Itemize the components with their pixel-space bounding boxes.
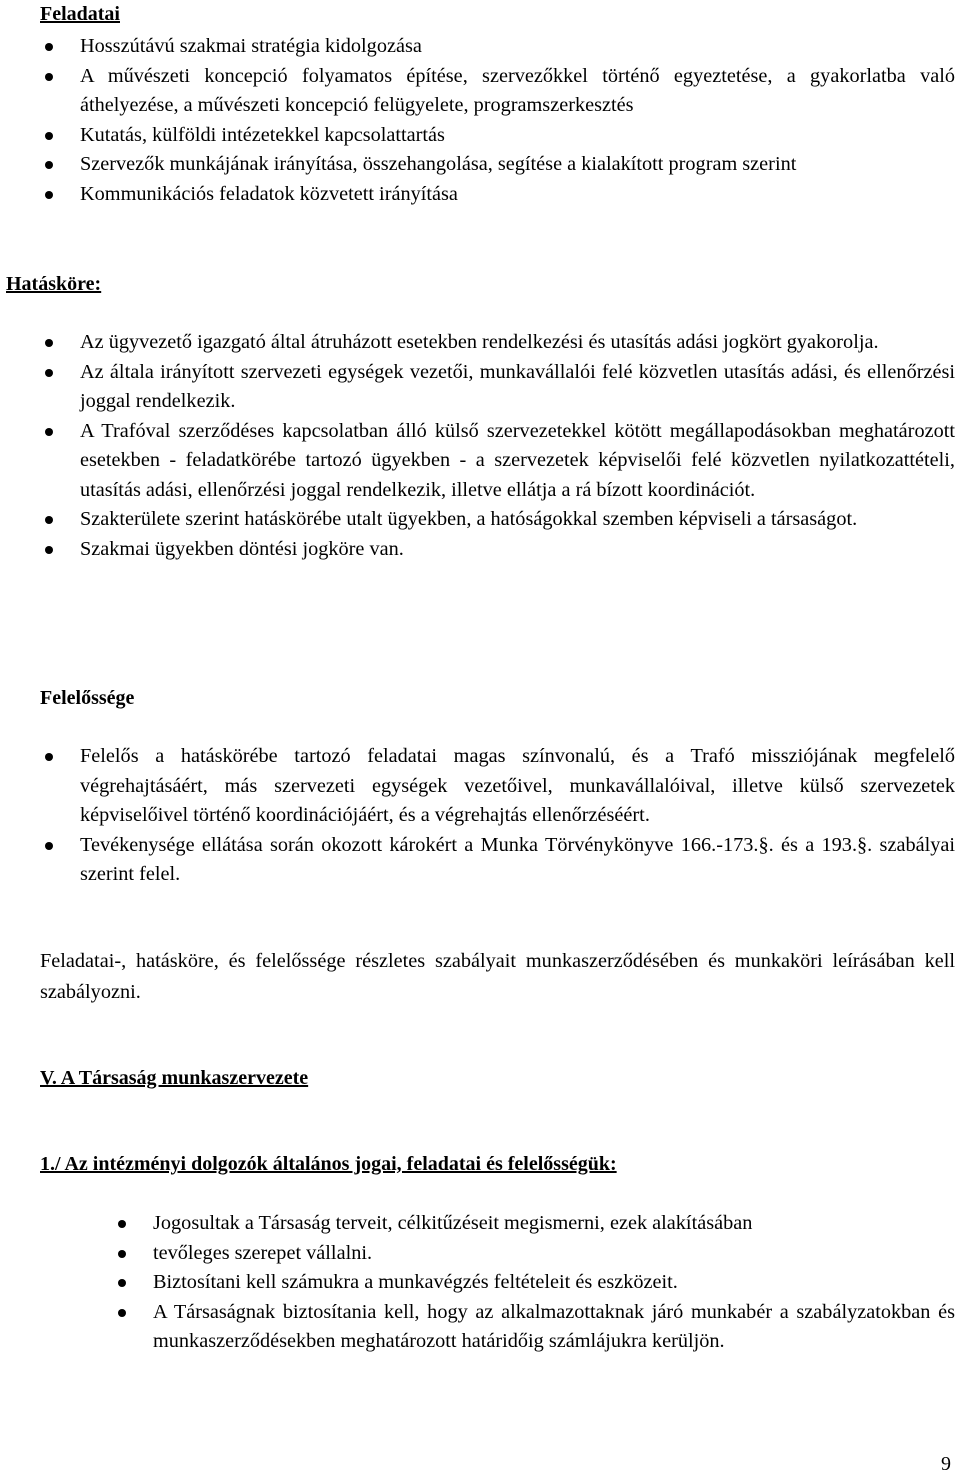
feladatai-list	[40, 32, 955, 209]
hataskore-heading: Hatásköre:	[6, 273, 102, 295]
list-item: A művészeti koncepció folyamatos építése, szervezőkkel történő egyeztetése, a gyakorlatba való áthelyezése, a művészeti koncepció felügyelete, programszerkesztés	[80, 62, 955, 121]
list-item: A Társaságnak biztosítania kell, hogy az alkalmazottaknak járó munkabér a szabályzatokban és munkaszerződésekben meghatározott határidőig számlájukra kerüljön.	[153, 1298, 955, 1357]
list-item: Szakterülete szerint hatáskörébe utalt ügyekben, a hatóságokkal szemben képviseli a társaságot.	[80, 505, 955, 535]
feladatai-heading: Feladatai	[40, 3, 120, 25]
closing-paragraph: Feladatai-, hatásköre, és felelőssége részletes szabályait munkaszerződésében és munkaköri leírásában kell szabályozni.	[40, 950, 955, 1003]
list-item: Jogosultak a Társaság terveit, célkitűzéseit megismerni, ezek alakításában	[153, 1209, 955, 1239]
section-1-heading: 1./ Az intézményi dolgozók általános jogai, feladatai és felelősségük:	[40, 1153, 617, 1175]
list-item: Az ügyvezető igazgató által átruházott esetekben rendelkezési és utasítás adási jogkört gyakorolja.	[80, 328, 955, 358]
list-item: A Trafóval szerződéses kapcsolatban álló külső szervezetekkel kötött megállapodásokban meghatározott esetekben - feladatkörébe tartozó ügyekben - a szervezetek képviselői felé közvetlen nyilatkozattételi, utasítás adási, ellenőrzési joggal rendelkezik, illetve ellátja a rá bízott koordinációt.	[80, 417, 955, 506]
list-item: Biztosítani kell számukra a munkavégzés feltételeit és eszközeit.	[153, 1268, 955, 1298]
list-item: Szakmai ügyekben döntési jogköre van.	[80, 535, 955, 565]
list-item: Felelős a hatáskörébe tartozó feladatai magas színvonalú, és a Trafó missziójának megfelelő végrehajtásáért, más szervezeti egységek vezetőivel, munkavállalóival, illetve külső szervezetek képviselőivel történő koordinációjáért, és a végrehajtás ellenőrzéséért.	[80, 742, 955, 831]
section-v-heading: V. A Társaság munkaszervezete	[40, 1067, 309, 1089]
list-item: Tevékenysége ellátása során okozott károkért a Munka Törvénykönyve 166.-173.§. és a 193.§. szabályai szerint felel.	[80, 831, 955, 890]
list-item: Kutatás, külföldi intézetekkel kapcsolattartás	[80, 121, 955, 151]
felelossege-heading: Felelőssége	[40, 687, 135, 709]
list-item: Kommunikációs feladatok közvetett irányítása	[80, 180, 955, 210]
list-item: Az általa irányított szervezeti egységek vezetői, munkavállalói felé közvetlen utasítás adási, és ellenőrzési joggal rendelkezik.	[80, 358, 955, 417]
page-number: 9	[941, 1453, 951, 1475]
list-item: Szervezők munkájának irányítása, összehangolása, segítése a kialakított program szerint	[80, 150, 955, 180]
list-item: tevőleges szerepet vállalni.	[153, 1239, 955, 1269]
section-1-list	[40, 1209, 955, 1357]
felelossege-list	[40, 742, 955, 890]
hataskore-list	[40, 328, 955, 564]
list-item: Hosszútávú szakmai stratégia kidolgozása	[80, 32, 955, 62]
